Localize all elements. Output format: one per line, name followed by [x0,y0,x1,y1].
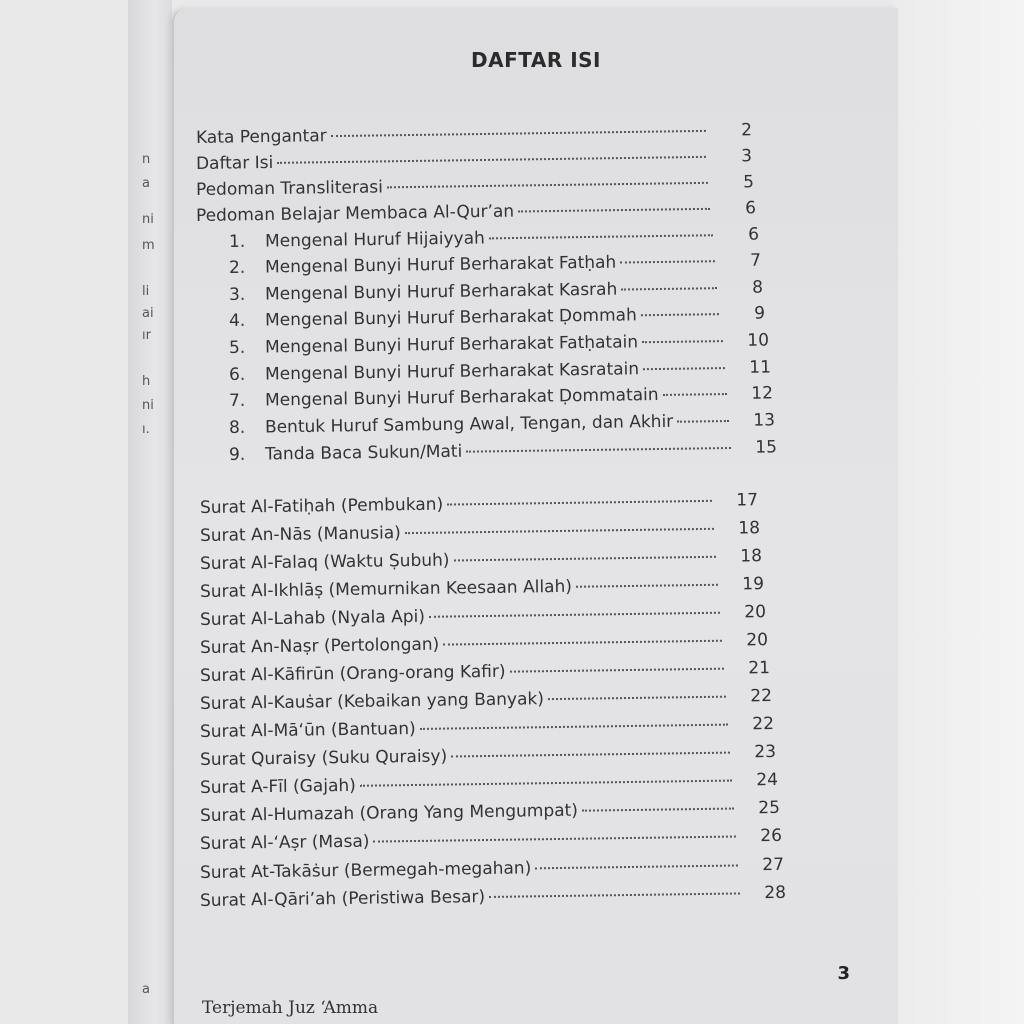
toc-entry-page: 26 [760,825,783,847]
toc-entry [196,172,754,200]
dot-leader [443,640,722,646]
dot-leader [641,313,719,316]
toc-entry-label: Surat Al-Humazah (Orang Yang Mengumpat) [199,800,579,826]
toc-entry [200,630,768,658]
toc-entry-page: 25 [758,797,781,819]
toc-entry [229,410,775,438]
toc-entry [229,437,777,465]
toc-entry-number: 3. [228,284,246,305]
page-title: DAFTAR ISI [471,48,601,72]
toc-entry [196,146,752,174]
toc-entry-page: 23 [754,741,777,763]
adjacent-page-fragment: ı. [142,422,150,437]
dot-leader [663,393,727,396]
dot-leader [620,260,715,263]
toc-entry [200,770,778,798]
dot-leader [535,864,738,869]
toc-entry-label: Mengenal Huruf Hijaiyyah [264,228,485,252]
toc-entry [200,602,766,630]
dot-leader [489,892,740,898]
toc-entry-page: 22 [752,713,775,735]
page-number: 3 [837,963,850,984]
toc-entry-number: 4. [228,310,246,331]
toc-entry-page: 20 [744,602,767,623]
dot-leader [642,340,723,343]
toc-entry-label: Mengenal Bunyi Huruf Berharakat Kasratain [264,359,640,385]
toc-entry-page: 6 [744,198,757,219]
toc-entry-page: 8 [751,277,764,298]
toc-entry-label: Surat Quraisy (Suku Quraisy) [199,746,448,770]
toc-entry [196,198,756,226]
toc-entry [200,798,780,826]
toc-entry-label: Surat Al-Qāri’ah (Peristiwa Besar) [199,887,486,911]
toc-entry [200,518,760,546]
dot-leader [373,836,736,843]
toc-entry [229,225,759,252]
dot-leader [582,808,734,812]
toc-entry [200,742,776,770]
toc-entry-number: 9. [228,444,246,465]
dot-leader [405,528,714,534]
toc-entry-page: 18 [738,518,761,539]
toc-entry-label: Surat Al-Mā‘ūn (Bantuan) [199,718,416,742]
toc-entry-page: 3 [740,146,753,167]
toc-entry-page: 22 [750,686,773,707]
toc-entry-page: 6 [747,224,760,245]
toc-entry-page: 28 [764,882,787,904]
dot-leader [677,420,729,423]
toc-entry-page: 5 [742,172,755,193]
dot-leader [453,556,716,562]
adjacent-page-edge [128,0,172,1024]
toc-entry-label: Mengenal Bunyi Huruf Berharakat Ḍommatain [264,385,659,411]
toc-entry-label: Surat An-Naṣr (Pertolongan) [199,634,440,658]
adjacent-page-fragment: m [142,238,155,253]
dot-leader [548,696,726,700]
dot-leader [387,182,708,188]
dot-leader [576,584,718,588]
toc-entry [200,855,784,883]
dot-leader [518,208,710,213]
dot-leader [447,500,712,506]
dot-leader [466,447,731,453]
toc-entry [229,251,761,278]
toc-entry-label: Mengenal Bunyi Huruf Berharakat Ḍommah [264,305,637,331]
toc-entry-page: 27 [762,854,785,876]
toc-entry-number: 7. [228,390,246,411]
toc-entry-page: 24 [756,769,779,791]
toc-entry-page: 7 [749,250,762,271]
toc-entry-page: 2 [740,120,753,141]
table-of-contents [174,8,898,1024]
adjacent-page-fragment: li [142,284,150,299]
toc-entry-number: 6. [228,364,246,385]
toc-entry-label: Surat An-Nās (Manusia) [199,523,401,546]
toc-entry-label: Mengenal Bunyi Huruf Berharakat Fatḥah [264,252,617,278]
toc-entry-page: 9 [753,303,766,324]
dot-leader [510,668,724,673]
footer-text: Terjemah Juz ‘Amma [202,998,379,1018]
toc-entry-label: Pedoman Transliterasi [195,177,384,200]
toc-entry-page: 18 [740,546,763,567]
adjacent-page-fragment: ni [142,212,154,227]
toc-entry-label: Bentuk Huruf Sambung Awal, Tengan, dan Akhir [264,411,674,438]
toc-entry-page: 19 [742,574,765,595]
toc-entry-page: 20 [746,630,769,651]
dot-leader [621,287,717,290]
toc-entry [200,883,786,911]
dot-leader [451,752,730,758]
toc-entry-label: Surat At-Takāṡur (Bermegah-megahan) [199,858,532,883]
toc-entry-label: Surat Al-Ikhlāṣ (Memurnikan Keesaan Allah) [199,576,573,602]
toc-entry-number: 5. [228,337,246,358]
adjacent-page-fragment: a [142,982,150,997]
toc-entry-label: Kata Pengantar [195,126,327,148]
adjacent-page-fragment: ai [142,306,154,321]
toc-entry-label: Pedoman Belajar Membaca Al-Qur’an [195,201,515,226]
toc-entry-label: Mengenal Bunyi Huruf Berharakat Fatḥatain [264,332,639,358]
toc-entry [229,304,765,331]
toc-entry-page: 11 [749,357,772,378]
toc-entry-page: 12 [751,383,774,404]
toc-entry-label: Surat Al-Lahab (Nyala Api) [199,606,426,630]
toc-entry-page: 15 [755,437,778,458]
toc-entry [200,826,782,854]
dot-leader [420,724,728,730]
toc-entry [229,383,773,411]
toc-entry [200,490,758,518]
toc-entry-label: Tanda Baca Sukun/Mati [264,441,463,465]
toc-entry-number: 2. [228,257,246,278]
book-page [172,8,898,1024]
toc-entry-label: Mengenal Bunyi Huruf Berharakat Kasrah [264,279,618,305]
dot-leader [643,367,725,370]
toc-entry [229,330,769,358]
dot-leader [277,156,706,164]
toc-entry [229,278,763,305]
background-surface [894,0,1024,1024]
toc-entry-label: Surat Al-Falaq (Waktu Ṣubuh) [199,550,450,574]
toc-entry [200,574,764,602]
toc-entry-number: 1. [228,231,246,252]
toc-entry-page: 13 [753,410,776,431]
dot-leader [360,780,732,787]
toc-entry-label: Daftar Isi [195,152,274,174]
adjacent-page-fragment: ni [142,398,154,413]
dot-leader [489,234,713,239]
toc-entry-page: 10 [747,330,770,351]
toc-entry-page: 21 [748,658,771,679]
toc-entry [229,357,771,385]
toc-entry [200,658,770,686]
toc-entry-page: 17 [736,490,759,511]
toc-entry-label: Surat A-Fīl (Gajah) [199,775,356,798]
toc-entry-number: 8. [228,417,246,438]
toc-entry [200,546,762,574]
adjacent-page-fragment: a [142,176,150,191]
toc-entry [200,714,774,742]
dot-leader [429,612,720,618]
adjacent-page-fragment: h [142,374,151,389]
toc-entry-label: Surat Al-Fatiḥah (Pembukan) [199,494,444,518]
adjacent-page-fragment: n [142,152,151,167]
adjacent-page-fragment: ır [142,328,151,343]
toc-entry-label: Surat Al-Kāfirūn (Orang-orang Kafir) [199,661,506,686]
dot-leader [331,130,706,137]
toc-entry [196,120,752,148]
toc-entry [200,686,772,714]
toc-entry-label: Surat Al-‘Aṣr (Masa) [199,831,370,854]
toc-entry-label: Surat Al-Kauṡar (Kebaikan yang Banyak) [199,689,545,714]
